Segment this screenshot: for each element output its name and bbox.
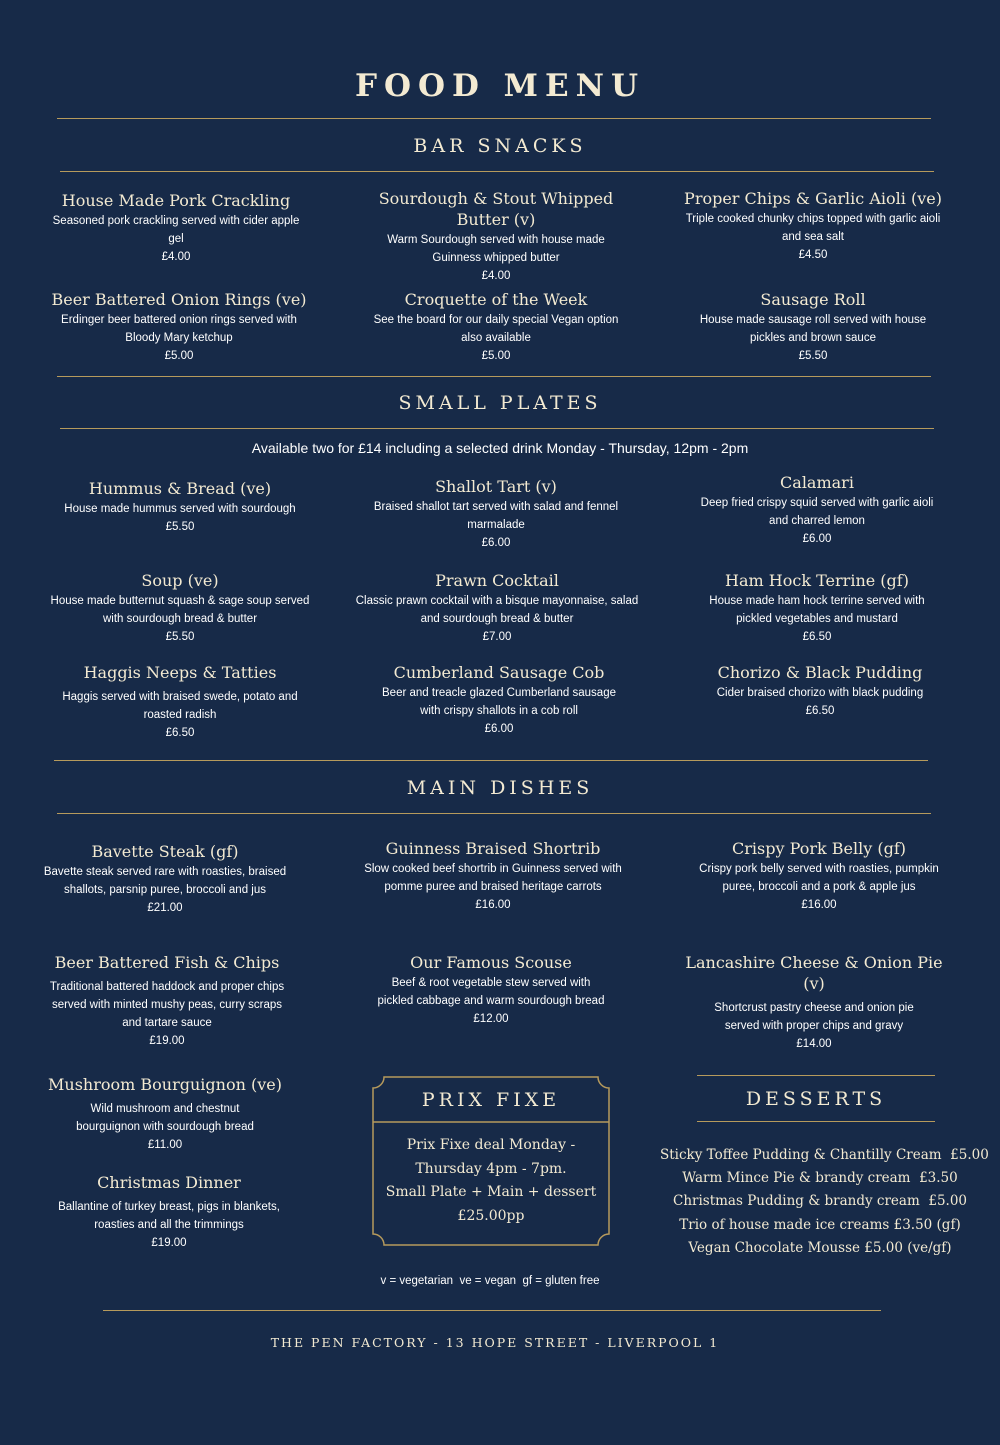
item-price: £5.50 — [798, 350, 828, 362]
item-description: Crispy pork belly served with roasties, pumpkin puree, broccoli and a pork & apple jus — [699, 863, 939, 893]
menu-item — [690, 472, 944, 548]
menu-item — [46, 289, 312, 365]
item-description: Slow cooked beef shortrib in Guinness served with pomme puree and braised heritage carrots — [364, 863, 622, 893]
item-description: Erdinger beer battered onion rings served with Bloody Mary ketchup — [61, 314, 297, 344]
item-name: Beer Battered Fish & Chips — [54, 953, 280, 972]
menu-item — [50, 570, 310, 646]
item-price: £6.50 — [802, 631, 832, 643]
item-description: See the board for our daily special Vegan option also available — [373, 314, 619, 344]
prix-fixe-line: Prix Fixe deal Monday - — [406, 1137, 576, 1153]
menu-item — [40, 1172, 298, 1252]
item-description: Haggis served with braised swede, potato and roasted radish — [62, 691, 298, 721]
main-dishes-divider — [57, 813, 931, 814]
item-name: Croquette of the Week — [404, 290, 588, 309]
item-description: Deep fried crispy squid served with garlic aioli and charred lemon — [700, 497, 934, 527]
item-price: £4.00 — [161, 251, 191, 263]
prix-fixe-description — [382, 1134, 600, 1228]
item-name: Prawn Cocktail — [435, 571, 559, 590]
item-name: Soup (ve) — [141, 571, 219, 590]
desserts-heading: DESSERTS — [745, 1088, 887, 1110]
item-name: House Made Pork Crackling — [61, 191, 291, 210]
menu-item — [690, 289, 936, 365]
item-description: House made ham hock terrine served with pickled vegetables and mustard — [709, 595, 925, 625]
small-plates-heading: SMALL PLATES — [398, 392, 602, 414]
menu-item — [366, 188, 626, 285]
section-divider — [57, 376, 931, 377]
dessert-item: Warm Mince Pie & brandy cream £3.50 — [682, 1170, 958, 1187]
item-price: £6.50 — [805, 705, 835, 717]
item-description: Warm Sourdough served with house made Guinness whipped butter — [387, 234, 605, 264]
item-price: £11.00 — [147, 1139, 183, 1151]
title-divider — [57, 118, 931, 119]
item-price: £5.50 — [165, 521, 195, 533]
item-name: Chorizo & Black Pudding — [717, 663, 923, 682]
item-name: Beer Battered Onion Rings (ve) — [51, 290, 307, 309]
item-name: Proper Chips & Garlic Aioli (ve) — [684, 189, 942, 208]
item-name: Hummus & Bread (ve) — [88, 479, 272, 498]
menu-item — [50, 478, 310, 536]
section-divider — [54, 760, 928, 761]
item-description: House made hummus served with sourdough — [64, 503, 296, 515]
item-price: £12.00 — [473, 1013, 509, 1025]
menu-item — [684, 838, 954, 914]
dessert-list — [660, 1144, 989, 1260]
bar-snacks-divider — [60, 171, 934, 172]
item-name: Cumberland Sausage Cob — [393, 663, 605, 682]
menu-item — [676, 952, 952, 1053]
prix-fixe-price: £25.00pp — [457, 1207, 525, 1224]
item-price: £19.00 — [151, 1237, 187, 1249]
item-name: Sausage Roll — [760, 290, 866, 309]
item-price: £6.00 — [802, 533, 832, 545]
prix-fixe-heading: PRIX FIXE — [421, 1089, 561, 1111]
item-description: Traditional battered haddock and proper chips served with minted mushy peas, curry scraps and tartare sauce — [49, 981, 285, 1029]
item-description: House made butternut squash & sage soup served with sourdough bread & butter — [50, 595, 310, 625]
menu-title: FOOD MENU — [354, 68, 645, 104]
menu-item — [42, 952, 292, 1050]
item-name: Sourdough & Stout Whipped Butter (v) — [378, 189, 614, 229]
menu-item — [376, 952, 606, 1028]
item-description: Bavette steak served rare with roasties, braised shallots, parsnip puree, broccoli and jus — [43, 866, 287, 896]
menu-item — [30, 841, 300, 917]
menu-item — [680, 188, 946, 264]
menu-item — [348, 838, 638, 914]
item-name: Mushroom Bourguignon (ve) — [48, 1075, 282, 1094]
item-name: Bavette Steak (gf) — [91, 842, 239, 861]
item-name: Guinness Braised Shortrib — [385, 839, 601, 858]
item-name: Haggis Neeps & Tatties — [83, 663, 277, 682]
item-price: £16.00 — [475, 899, 511, 911]
prix-fixe-line: Small Plate + Main + dessert — [385, 1184, 597, 1200]
menu-item — [690, 570, 944, 646]
item-description: House made sausage roll served with house pickles and brown sauce — [699, 314, 927, 344]
item-description: Wild mushroom and chestnut bourguignon with sourdough bread — [76, 1103, 254, 1133]
item-name: Lancashire Cheese & Onion Pie (v) — [685, 953, 943, 993]
item-name: Our Famous Scouse — [410, 953, 572, 972]
menu-item — [376, 662, 622, 738]
item-description: Beer and treacle glazed Cumberland sausage with crispy shallots in a cob roll — [382, 687, 616, 717]
small-plates-offer-note: Available two for £14 including a selected drink Monday - Thursday, 12pm - 2pm — [251, 440, 749, 456]
item-price: £16.00 — [801, 899, 837, 911]
item-price: £5.50 — [165, 631, 195, 643]
item-price: £6.00 — [481, 537, 511, 549]
item-price: £5.00 — [481, 350, 511, 362]
menu-item — [366, 476, 626, 552]
menu-item — [40, 1074, 290, 1154]
item-description: Classic prawn cocktail with a bisque mayonnaise, salad and sourdough bread & butter — [355, 595, 639, 625]
prix-fixe-panel — [372, 1076, 610, 1246]
item-name: Shallot Tart (v) — [435, 477, 557, 496]
item-name: Ham Hock Terrine (gf) — [725, 571, 909, 590]
small-plates-divider — [60, 428, 934, 429]
item-name: Christmas Dinner — [97, 1173, 241, 1192]
menu-item — [46, 190, 306, 266]
item-price: £4.00 — [481, 270, 511, 282]
dietary-legend: v = vegetarian ve = vegan gf = gluten free — [380, 1275, 600, 1287]
item-price: £14.00 — [796, 1038, 832, 1050]
item-name: Crispy Pork Belly (gf) — [732, 839, 906, 858]
menu-item — [352, 570, 642, 646]
dessert-item: Christmas Pudding & brandy cream £5.00 — [672, 1193, 967, 1210]
menu-item — [50, 662, 310, 742]
item-description: Triple cooked chunky chips topped with garlic aioli and sea salt — [685, 213, 941, 243]
menu-item — [366, 289, 626, 365]
desserts-top-divider — [697, 1075, 935, 1076]
item-description: Cider braised chorizo with black pudding — [716, 687, 924, 699]
item-description: Seasoned pork crackling served with cider apple gel — [52, 215, 300, 245]
item-price: £7.00 — [482, 631, 512, 643]
footer-divider — [103, 1310, 881, 1311]
item-description: Beef & root vegetable stew served with pickled cabbage and warm sourdough bread — [377, 977, 605, 1007]
main-dishes-heading: MAIN DISHES — [406, 777, 594, 799]
item-description: Ballantine of turkey breast, pigs in blankets, roasties and all the trimmings — [58, 1201, 280, 1231]
dessert-item: Sticky Toffee Pudding & Chantilly Cream £5.00 — [660, 1147, 989, 1163]
desserts-bottom-divider — [697, 1121, 935, 1122]
item-price: £5.00 — [164, 350, 194, 362]
item-price: £19.00 — [149, 1035, 185, 1047]
item-price: £6.50 — [165, 727, 195, 739]
dessert-item: Vegan Chocolate Mousse £5.00 (ve/gf) — [688, 1239, 952, 1256]
footer-address: THE PEN FACTORY - 13 HOPE STREET - LIVERPOOL 1 — [270, 1335, 720, 1350]
item-description: Braised shallot tart served with salad and fennel marmalade — [373, 501, 619, 531]
item-price: £4.50 — [798, 249, 828, 261]
prix-fixe-line: Thursday 4pm - 7pm. — [415, 1160, 567, 1177]
item-price: £6.00 — [484, 723, 514, 735]
dessert-item: Trio of house made ice creams £3.50 (gf) — [679, 1216, 961, 1233]
item-name: Calamari — [780, 473, 854, 492]
bar-snacks-heading: BAR SNACKS — [413, 135, 587, 157]
item-description: Shortcrust pastry cheese and onion pie served with proper chips and gravy — [714, 1002, 914, 1032]
menu-item — [690, 662, 950, 720]
item-price: £21.00 — [147, 902, 183, 914]
